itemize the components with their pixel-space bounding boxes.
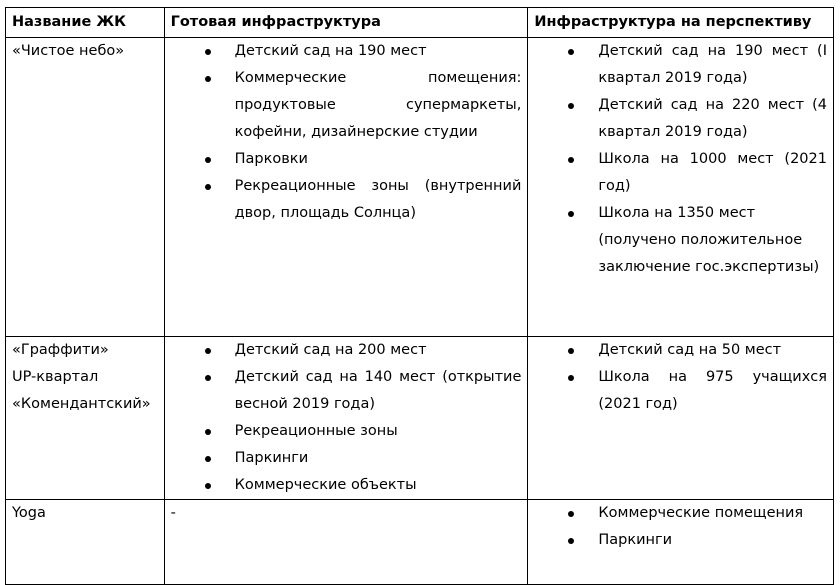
bullet-icon: [568, 49, 574, 55]
ready-infrastructure-cell: [164, 500, 528, 585]
list-item: Рекреационные зоны (внутренний двор, площадь Солнца): [171, 173, 522, 227]
list-item: Детский сад на 190 мест (I квартал 2019 года): [534, 38, 827, 92]
future-infrastructure-cell: [528, 38, 834, 337]
complex-name-cell: [6, 38, 165, 337]
list-item: Парковки: [171, 146, 522, 173]
complex-name: UP-квартал: [12, 369, 99, 385]
list-item: Детский сад на 220 мест (4 квартал 2019 года): [534, 92, 827, 146]
complex-name-cell: [6, 337, 165, 500]
bullet-icon: [568, 348, 574, 354]
bullet-icon: [205, 375, 211, 381]
list-item: Школа на 1000 мест (2021 год): [534, 146, 827, 200]
complex-name-cell: [6, 500, 165, 585]
bullet-icon: [205, 76, 211, 82]
bullet-icon: [205, 184, 211, 190]
bullet-icon: [205, 456, 211, 462]
header-ready-infrastructure: Готовая инфраструктура: [164, 8, 528, 38]
bullet-icon: [205, 157, 211, 163]
list-item: Детский сад на 50 мест: [534, 337, 827, 364]
bullet-icon: [568, 211, 574, 217]
complex-name: «Граффити»: [12, 342, 109, 358]
list-item: Паркинги: [171, 445, 522, 472]
list-item: Детский сад на 200 мест: [171, 337, 522, 364]
list-item: Школа на 1350 мест (получено положительное заключение гос.экспертизы): [534, 200, 827, 281]
table-row: [6, 500, 834, 585]
list-item: Школа на 975 учащихся (2021 год): [534, 364, 827, 418]
bullet-icon: [568, 511, 574, 517]
bullet-icon: [568, 103, 574, 109]
list-item: Паркинги: [534, 527, 827, 554]
bullet-icon: [205, 429, 211, 435]
table-row: [6, 337, 834, 500]
header-future-infrastructure: Инфраструктура на перспективу: [528, 8, 834, 38]
list-item: Детский сад на 190 мест: [171, 38, 522, 65]
complex-name: «Чистое небо»: [12, 43, 125, 59]
infrastructure-table: [5, 7, 834, 585]
complex-name: Yoga: [12, 505, 46, 521]
empty-dash: -: [170, 505, 176, 521]
future-infrastructure-cell: [528, 500, 834, 585]
list-item: Коммерческие помещения: продуктовые супермаркеты, кофейни, дизайнерские студии: [171, 65, 522, 146]
header-name: Название ЖК: [6, 8, 165, 38]
bullet-icon: [568, 538, 574, 544]
bullet-icon: [205, 483, 211, 489]
ready-infrastructure-cell: [164, 38, 528, 337]
ready-infrastructure-cell: [164, 337, 528, 500]
list-item: Детский сад на 140 мест (открытие весной 2019 года): [171, 364, 522, 418]
header-row: [6, 8, 834, 38]
complex-name: «Комендантский»: [12, 396, 151, 412]
list-item: Коммерческие помещения: [534, 500, 827, 527]
bullet-icon: [568, 157, 574, 163]
bullet-icon: [205, 348, 211, 354]
future-infrastructure-cell: [528, 337, 834, 500]
table-row: [6, 38, 834, 337]
bullet-icon: [205, 49, 211, 55]
bullet-icon: [568, 375, 574, 381]
list-item: Коммерческие объекты: [171, 472, 522, 499]
list-item: Рекреационные зоны: [171, 418, 522, 445]
